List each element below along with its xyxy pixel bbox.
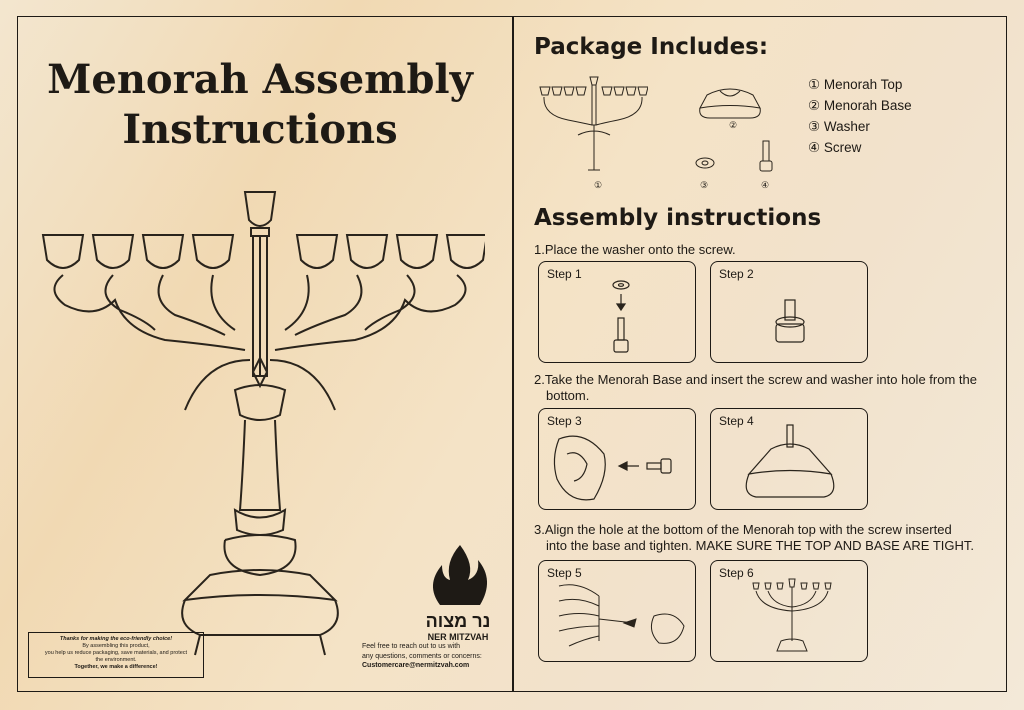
step-2-panel [710,261,868,363]
instruction-1: 1.Place the washer onto the screw. [534,242,736,257]
brand-hebrew: נר מצוה [425,611,491,631]
eco-body-1: By assembling this product, [82,643,150,649]
align-top-illustration [539,561,697,663]
eco-body-2: you help us reduce packaging, save materials, and protect [44,650,188,656]
contact-line-2: any questions, comments or concerns: [362,652,482,660]
page-divider [512,16,514,692]
eco-heading: Thanks for making the eco-friendly choice! [59,636,173,642]
menorah-base-part-icon [695,83,765,123]
base-insert-illustration [539,409,697,511]
assembled-menorah-illustration [711,561,869,663]
page-title [30,55,490,155]
washer-screw-illustration [539,262,697,364]
eco-body-3: the environment. [95,657,137,663]
step-6-label: Step 6 [719,566,754,580]
brand-name: NER MITZVAH [427,632,489,642]
contact-email[interactable]: Customercare@nermitzvah.com [362,662,470,669]
legend-item: ① Menorah Top [808,77,903,92]
step-4-panel [710,408,868,510]
instruction-3: 3.Align the hole at the bottom of the Menorah top with the screw inserted into the base and tighten. MAKE SURE THE TOP AND BASE ARE TIGHT. [534,522,974,553]
step-3-label: Step 3 [547,414,582,428]
step-1-panel [538,261,696,363]
base-with-screw-illustration [711,409,869,511]
eco-note [28,632,204,678]
step-5-label: Step 5 [547,566,582,580]
title-line-1: Menorah Assembly [47,56,473,103]
step-6-panel [710,560,868,662]
brand-logo-text [418,611,498,642]
step-1-label: Step 1 [547,267,582,281]
assembly-heading: Assembly instructions [534,205,822,231]
contact-line-1: Feel free to reach out to us with [362,643,461,650]
legend-item: ② Menorah Base [808,98,912,113]
part-num-4: ④ [761,180,770,190]
step-2-label: Step 2 [719,267,754,281]
package-legend [808,74,912,158]
package-heading: Package Includes: [534,34,769,60]
step-4-label: Step 4 [719,414,754,428]
part-num-1: ① [594,180,603,190]
menorah-illustration [35,180,485,660]
part-num-2: ② [729,120,738,130]
menorah-top-part-icon [538,75,648,193]
screw-with-washer-illustration [711,262,869,364]
step-5-panel [538,560,696,662]
washer-part-icon [695,157,715,169]
legend-item: ④ Screw [808,140,862,155]
title-line-2: Instructions [122,106,398,153]
contact-info [362,642,482,671]
legend-item: ③ Washer [808,119,870,134]
step-3-panel [538,408,696,510]
instruction-2: 2.Take the Menorah Base and insert the screw and washer into hole from the bottom. [534,372,977,403]
part-num-3: ③ [700,180,709,190]
eco-footer: Together, we make a difference! [74,664,158,670]
screw-part-icon [758,140,774,174]
